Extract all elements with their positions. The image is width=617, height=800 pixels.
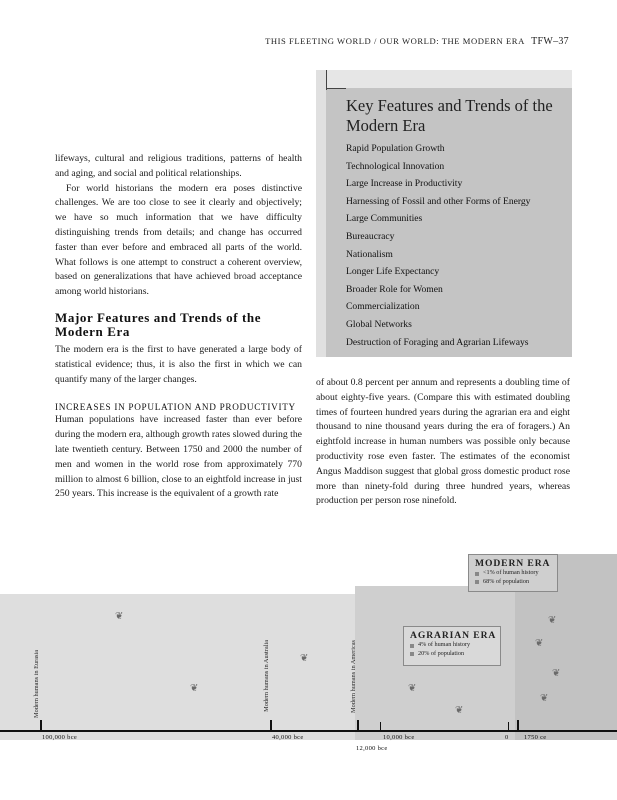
agrarian-era-title: AGRARIAN ERA	[410, 630, 497, 641]
sidebar-item: Broader Role for Women	[346, 283, 443, 295]
sidebar-item: Large Communities	[346, 213, 423, 225]
footprint-icon: ❦	[540, 693, 549, 704]
footprint-icon: ❦	[300, 653, 309, 664]
body-paragraph: Human populations have increased faster than ever before during the modern era, although growth rates slowed during the late twentieth century. Between 1750 and 2000 the number of men and women in the world rose from approximately 770 million to almost 6 billion, close to an eightfold increase in just 250 years. This increase is the equivalent of a growth rate	[55, 414, 302, 500]
sidebar-item: Bureaucracy	[346, 230, 395, 242]
body-paragraph: The modern era is the first to have generated a large body of statistical evidence; thus, it is also the first in which we can quantify many of the larger changes.	[55, 343, 302, 385]
sidebar-item: Harnessing of Fossil and other Forms of Energy	[346, 195, 531, 207]
sidebar-list	[346, 140, 530, 351]
footprint-icon: ❦	[408, 683, 417, 694]
sidebar-item: Large Increase in Productivity	[346, 178, 463, 190]
axis-label: 12,000 bce	[356, 745, 388, 752]
axis-label: 0	[505, 734, 509, 741]
body-paragraph: of about 0.8 percent per annum and represents a doubling time of about eighty-five years. (Compare this with estimated doubling times of fourteen hundred years during the agrarian era and eight thousand to nine thousand years during the era of foragers.) An eightfold increase in human numbers was possible only because productivity rose even faster. The estimates of the economist Angus Maddison suggest that global gross domestic product rose more than ninety-fold during three hundred years, whereas production per person rose ninefold.	[316, 377, 570, 507]
key-features-sidebar	[316, 70, 572, 357]
page-number: TFW–37	[531, 36, 569, 47]
agrarian-era-stat: 4% of human history	[404, 641, 500, 650]
timeline-tick	[270, 720, 272, 730]
footprint-icon: ❦	[548, 615, 557, 626]
right-column	[316, 376, 570, 509]
modern-era-box	[468, 554, 558, 592]
subsection-heading: INCREASES IN POPULATION AND PRODUCTIVITY	[55, 402, 296, 413]
section-heading: Major Features and Trends of the Modern Era	[55, 309, 262, 340]
modern-era-stat: 68% of population	[469, 578, 557, 587]
footprint-icon: ❦	[190, 683, 199, 694]
timeline-tick	[40, 720, 42, 730]
footprint-icon: ❦	[455, 705, 464, 716]
axis-label: 1750 ce	[524, 734, 547, 741]
body-paragraph: lifeways, cultural and religious traditions, patterns of health and aging, and social and political relationships.	[55, 153, 302, 179]
marker-label: Modern humans in Australia	[263, 640, 270, 712]
sidebar-item: Technological Innovation	[346, 160, 445, 172]
sidebar-item: Nationalism	[346, 248, 393, 260]
timeline-tick	[517, 720, 519, 730]
human-history-timeline	[0, 554, 617, 766]
sidebar-item: Commercialization	[346, 301, 420, 313]
marker-label: Modern humans in Eurasia	[33, 650, 40, 719]
timeline-tick	[357, 720, 359, 730]
body-paragraph: For world historians the modern era poses distinctive challenges. We are too close to see it clearly and objectively; we have so much information that we have difficulty distinguishing trends from details; and change has occurred faster than ever before and embraced all parts of the world. What follows is one attempt to construct a coherent overview, based on generalizations that have achieved broad acceptance among world historians.	[55, 182, 302, 298]
timeline-tick	[508, 722, 509, 730]
axis-label: 40,000 bce	[272, 734, 304, 741]
running-head	[200, 36, 569, 47]
sidebar-item: Destruction of Foraging and Agrarian Lifeways	[346, 336, 529, 348]
timeline-axis	[0, 730, 617, 732]
agrarian-era-stat: 20% of population	[404, 650, 500, 659]
footprint-icon: ❦	[552, 668, 561, 679]
footprint-icon: ❦	[535, 638, 544, 649]
sidebar-item: Global Networks	[346, 318, 412, 330]
modern-era-title: MODERN ERA	[475, 558, 551, 569]
axis-label: 100,000 bce	[42, 734, 78, 741]
timeline-tick	[380, 722, 381, 730]
sidebar-item: Rapid Population Growth	[346, 143, 445, 154]
axis-label: 10,000 bce	[383, 734, 415, 741]
agrarian-era-box	[403, 626, 501, 666]
marker-label: Modern humans in Americas	[350, 640, 357, 713]
running-head-title: THIS FLEETING WORLD / OUR WORLD: THE MODERN ERA	[265, 36, 525, 46]
sidebar-item: Longer Life Expectancy	[346, 266, 440, 278]
sidebar-title: Key Features and Trends of the Modern Era	[346, 96, 553, 135]
footprint-icon: ❦	[115, 611, 124, 622]
left-column	[55, 152, 302, 502]
modern-era-stat: <1% of human history	[469, 569, 557, 578]
